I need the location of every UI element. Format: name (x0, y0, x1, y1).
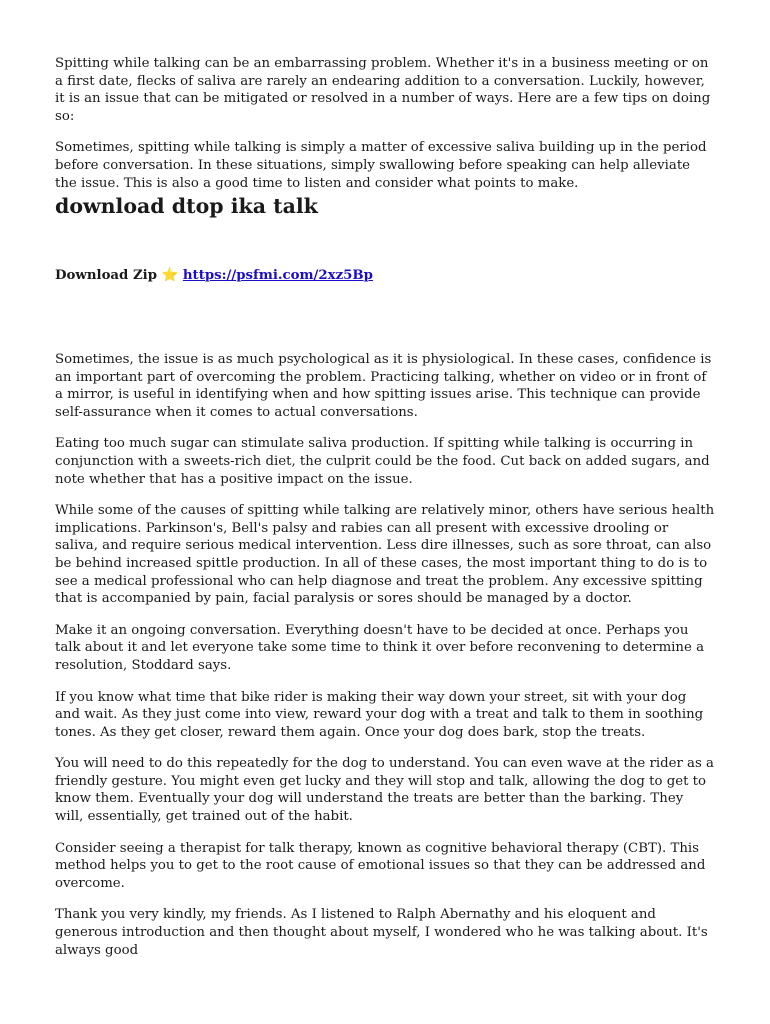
body-paragraph-6: You will need to do this repeatedly for the dog to understand. You can even wave at the rider as a friendly gesture. You might even get lucky and they will stop and talk, allowing the dog to get to know them. Eventually your dog will understand the treats are better than the barking. They will, essentially, get trained out of the habit. (55, 756, 714, 825)
body-paragraph-3: While some of the causes of spitting while talking are relatively minor, others have serious health implications. Parkinson's, Bell's palsy and rabies can all present with excessive drooling or saliva, and require serious medical intervention. Less dire illnesses, such as sore throat, can also be behind increased spittle production. In all of these cases, the most important thing to do is to see a medical professional who can help diagnose and treat the problem. Any excessive spitting that is accompanied by pain, facial paralysis or sores should be managed by a doctor. (55, 503, 715, 607)
intro-paragraph-2: Sometimes, spitting while talking is simply a matter of excessive saliva building up in the period before conversation. In these situations, simply swallowing before speaking can help alleviate the issue. This is also a good time to listen and consider what points to make. (55, 140, 707, 191)
article-body (55, 351, 715, 959)
body-paragraph-4: Make it an ongoing conversation. Everything doesn't have to be decided at once. Perhaps you talk about it and let everyone take some time to think it over before reconvening to determine a resolution, Stoddard says. (55, 622, 705, 673)
download-line (55, 267, 373, 285)
body-paragraph-2: Eating too much sugar can stimulate saliva production. If spitting while talking is occurring in conjunction with a sweets-rich diet, the culprit could be the food. Cut back on added sugars, and note whether that has a positive impact on the issue. (55, 436, 710, 487)
intro-paragraph-1: Spitting while talking can be an embarrassing problem. Whether it's in a business meeting or on a first date, flecks of saliva are rarely an endearing addition to a conversation. Luckily, however, it is an issue that can be mitigated or resolved in a number of ways. Here are a few tips on doing so: (55, 56, 711, 124)
page-title: download dtop ika talk (55, 194, 318, 218)
body-paragraph-1: Sometimes, the issue is as much psychological as it is physiological. In these cases, confidence is an important part of overcoming the problem. Practicing talking, whether on video or in front of a mirror, is useful in identifying when and how spitting issues arise. This technique can provide self-assurance when it comes to actual conversations. (55, 352, 712, 420)
download-label: Download Zip (55, 268, 158, 283)
document-page (55, 55, 715, 958)
body-paragraph-5: If you know what time that bike rider is making their way down your street, sit with your dog and wait. As they just come into view, reward your dog with a treat and talk to them in soothing tones. As they get closer, reward them again. Once your dog does bark, stop the treats. (55, 689, 704, 740)
body-paragraph-8: Thank you very kindly, my friends. As I listened to Ralph Abernathy and his eloquent and generous introduction and then thought about myself, I wondered who he was talking about. It's always good (55, 907, 708, 958)
body-paragraph-7: Consider seeing a therapist for talk therapy, known as cognitive behavioral therapy (CBT). This method helps you to get to the root cause of emotional issues so that they can be addressed and overcome. (55, 840, 706, 891)
download-arrow-icon: ⭐ (161, 268, 179, 283)
download-link[interactable]: https://psfmi.com/2xz5Bp (182, 268, 373, 283)
